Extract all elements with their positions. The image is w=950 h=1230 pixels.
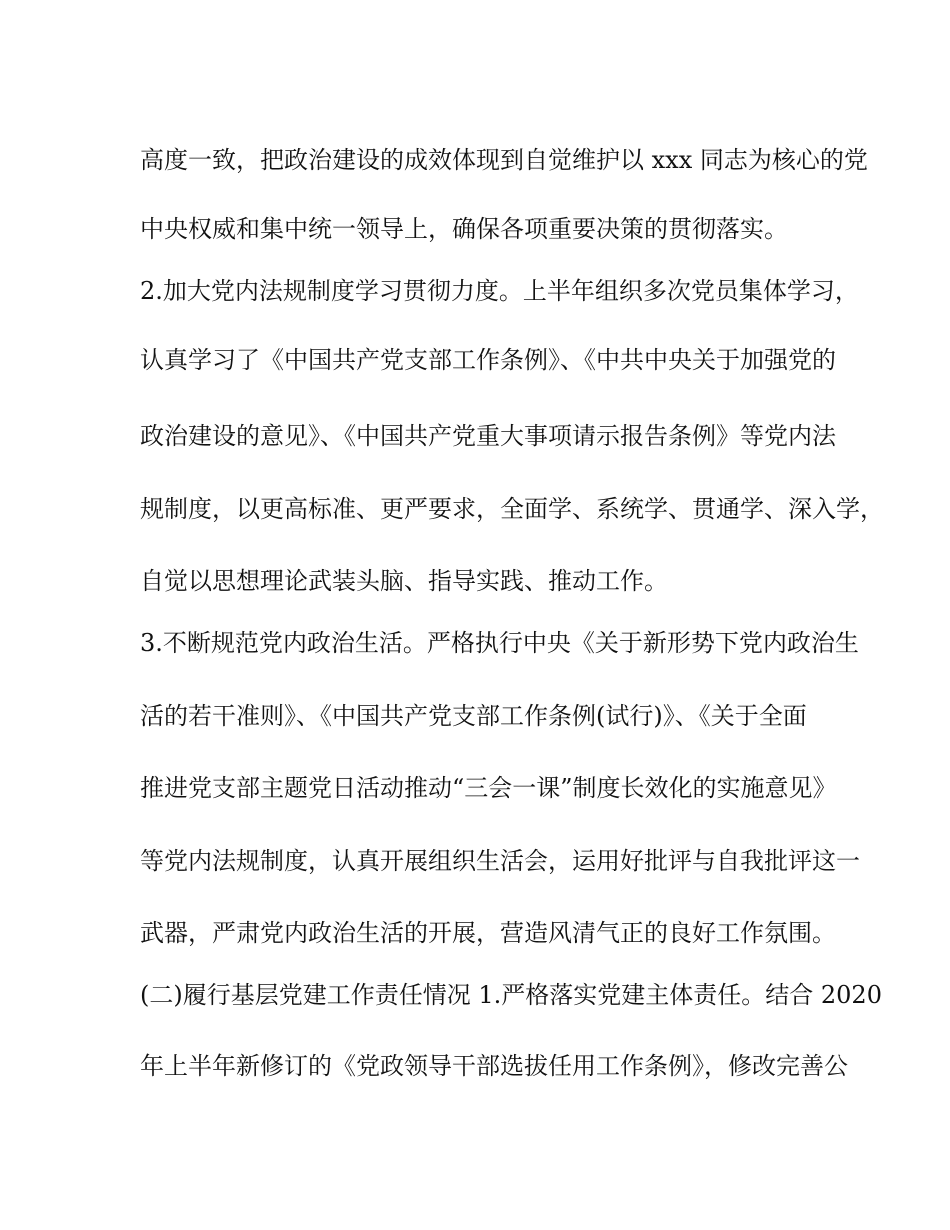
- text-line: 武器，严肃党内政治生活的开展，营造风清气正的良好工作氛围。: [140, 919, 836, 947]
- text-line: 2.加大党内法规制度学习贯彻力度。上半年组织多次党员集体学习，: [140, 277, 859, 305]
- text-line: 3.不断规范党内政治生活。严格执行中央《关于新形势下党内政治生: [140, 629, 859, 657]
- text-line: 中央权威和集中统一领导上，确保各项重要决策的贯彻落实。: [140, 215, 788, 243]
- text-line: 年上半年新修订的《党政领导干部选拔任用工作条例》，修改完善公: [140, 1052, 848, 1080]
- text-line: 认真学习了《中国共产党支部工作条例》、《中共中央关于加强党的: [140, 346, 836, 374]
- text-line: 等党内法规制度，认真开展组织生活会，运用好批评与自我批评这一: [140, 847, 860, 875]
- text-line: 活的若干准则》、《中国共产党支部工作条例(试行)》、《关于全面: [140, 702, 807, 730]
- text-line: 自觉以思想理论武装头脑、指导实践、推动工作。: [140, 567, 668, 595]
- text-line: 高度一致，把政治建设的成效体现到自觉维护以 xxx 同志为核心的党: [140, 146, 868, 174]
- text-line: 规制度，以更高标准、更严要求，全面学、系统学、贯通学、深入学，: [140, 495, 884, 523]
- text-line: 政治建设的意见》、《中国共产党重大事项请示报告条例》等党内法: [140, 422, 836, 450]
- text-line: (二)履行基层党建工作责任情况 1.严格落实党建主体责任。结合 2020: [140, 981, 882, 1009]
- text-line: 推进党支部主题党日活动推动“三会一课”制度长效化的实施意见》: [140, 774, 837, 802]
